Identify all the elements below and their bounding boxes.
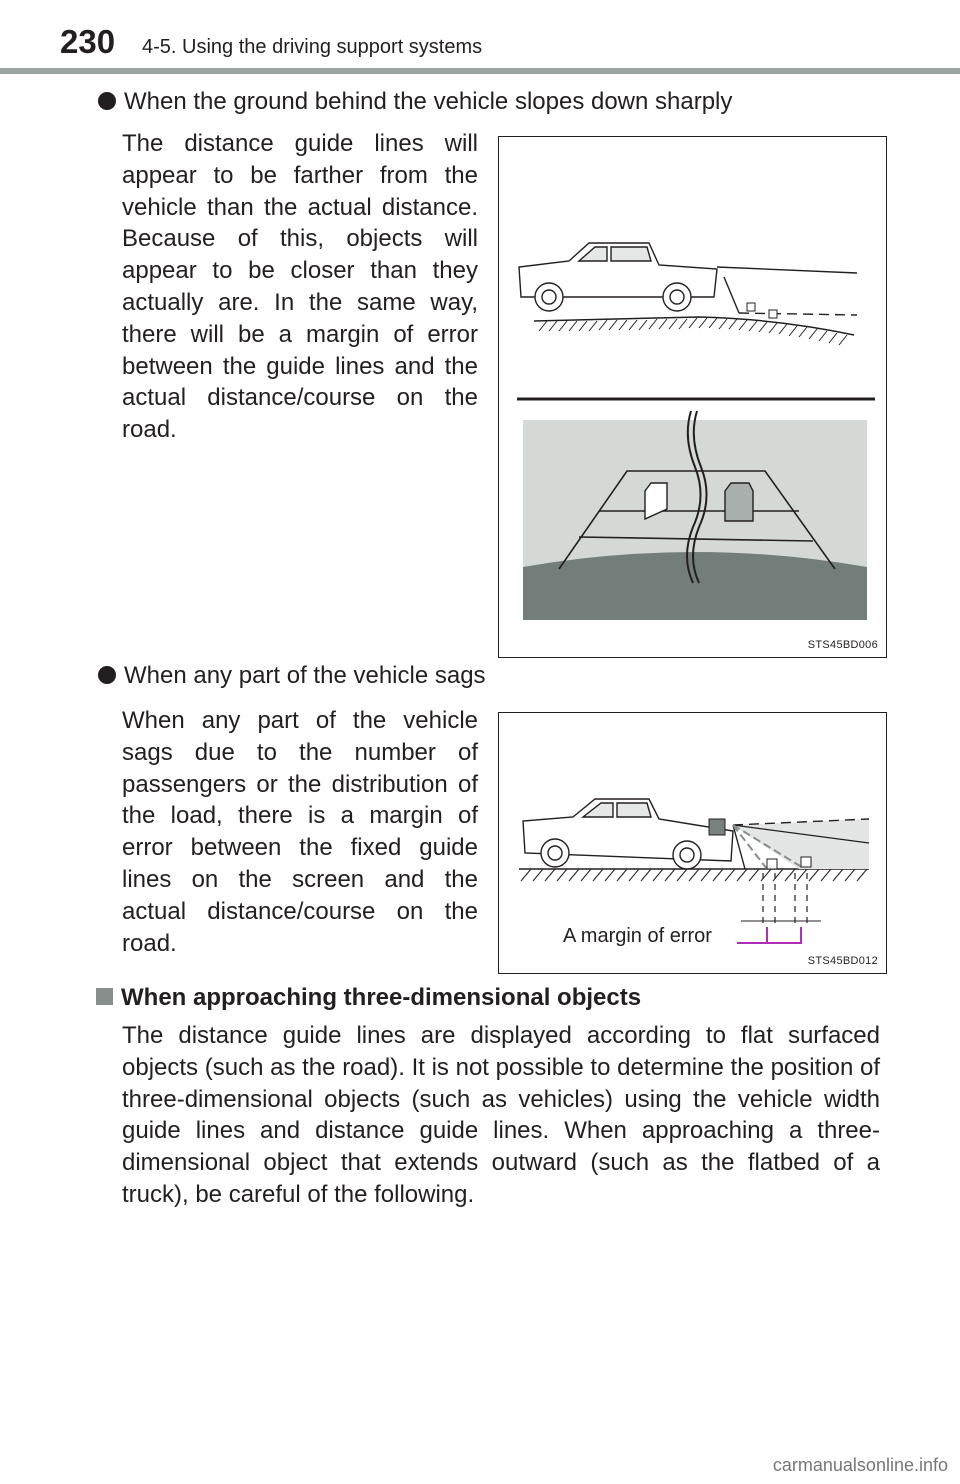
truck-icon bbox=[523, 799, 733, 869]
slope-illustration bbox=[499, 137, 886, 657]
subsection-heading bbox=[96, 982, 641, 1014]
heading-square-icon bbox=[96, 988, 113, 1005]
page-number: 230 bbox=[60, 23, 116, 60]
paragraph-three-dimensional: The distance guide lines are displayed according to flat surfaced objects (such as the road). It is not possible to determine the position of three-dimensional objects (such as vehicles) using the vehicle width guide lines and distance guide lines. When approaching a three-dimensional object that extends outward (such as the flatbed of a truck), be careful of the following. bbox=[122, 1022, 880, 1208]
section-title: 4-5. Using the driving support systems bbox=[142, 36, 483, 58]
bullet-dot-icon bbox=[98, 92, 116, 110]
header-rule bbox=[0, 68, 960, 74]
paragraph-slope: The distance guide lines will appear to be farther from the vehicle than the actual distance. Because of this, objects will appear to be closer than they actually are. In the same way, there will be a margin of error between the guide lines and the actual distance/course on the road. bbox=[122, 130, 478, 444]
figure-sag bbox=[498, 712, 887, 974]
figure-code-slope: STS45BD006 bbox=[807, 639, 878, 651]
bullet-slope-text: When the ground behind the vehicle slopes down sharply bbox=[124, 88, 733, 115]
bullet-sag-text: When any part of the vehicle sags bbox=[124, 662, 486, 689]
margin-of-error-label: A margin of error bbox=[563, 925, 712, 947]
figure-slope bbox=[498, 136, 887, 658]
bullet-slope bbox=[98, 86, 732, 118]
footer-watermark: carmanualsonline.info bbox=[772, 1455, 948, 1475]
paragraph-sag: When any part of the vehicle sags due to the number of passengers or the distribution of the load, there is a margin of error between the fixed guide lines on the screen and the actual distance/course on the road. bbox=[122, 707, 478, 957]
bullet-sag bbox=[98, 660, 486, 692]
figure-code-sag: STS45BD012 bbox=[807, 955, 878, 967]
subsection-heading-text: When approaching three-dimensional objects bbox=[121, 984, 642, 1011]
truck-icon bbox=[519, 243, 717, 311]
bullet-dot-icon bbox=[98, 666, 116, 684]
